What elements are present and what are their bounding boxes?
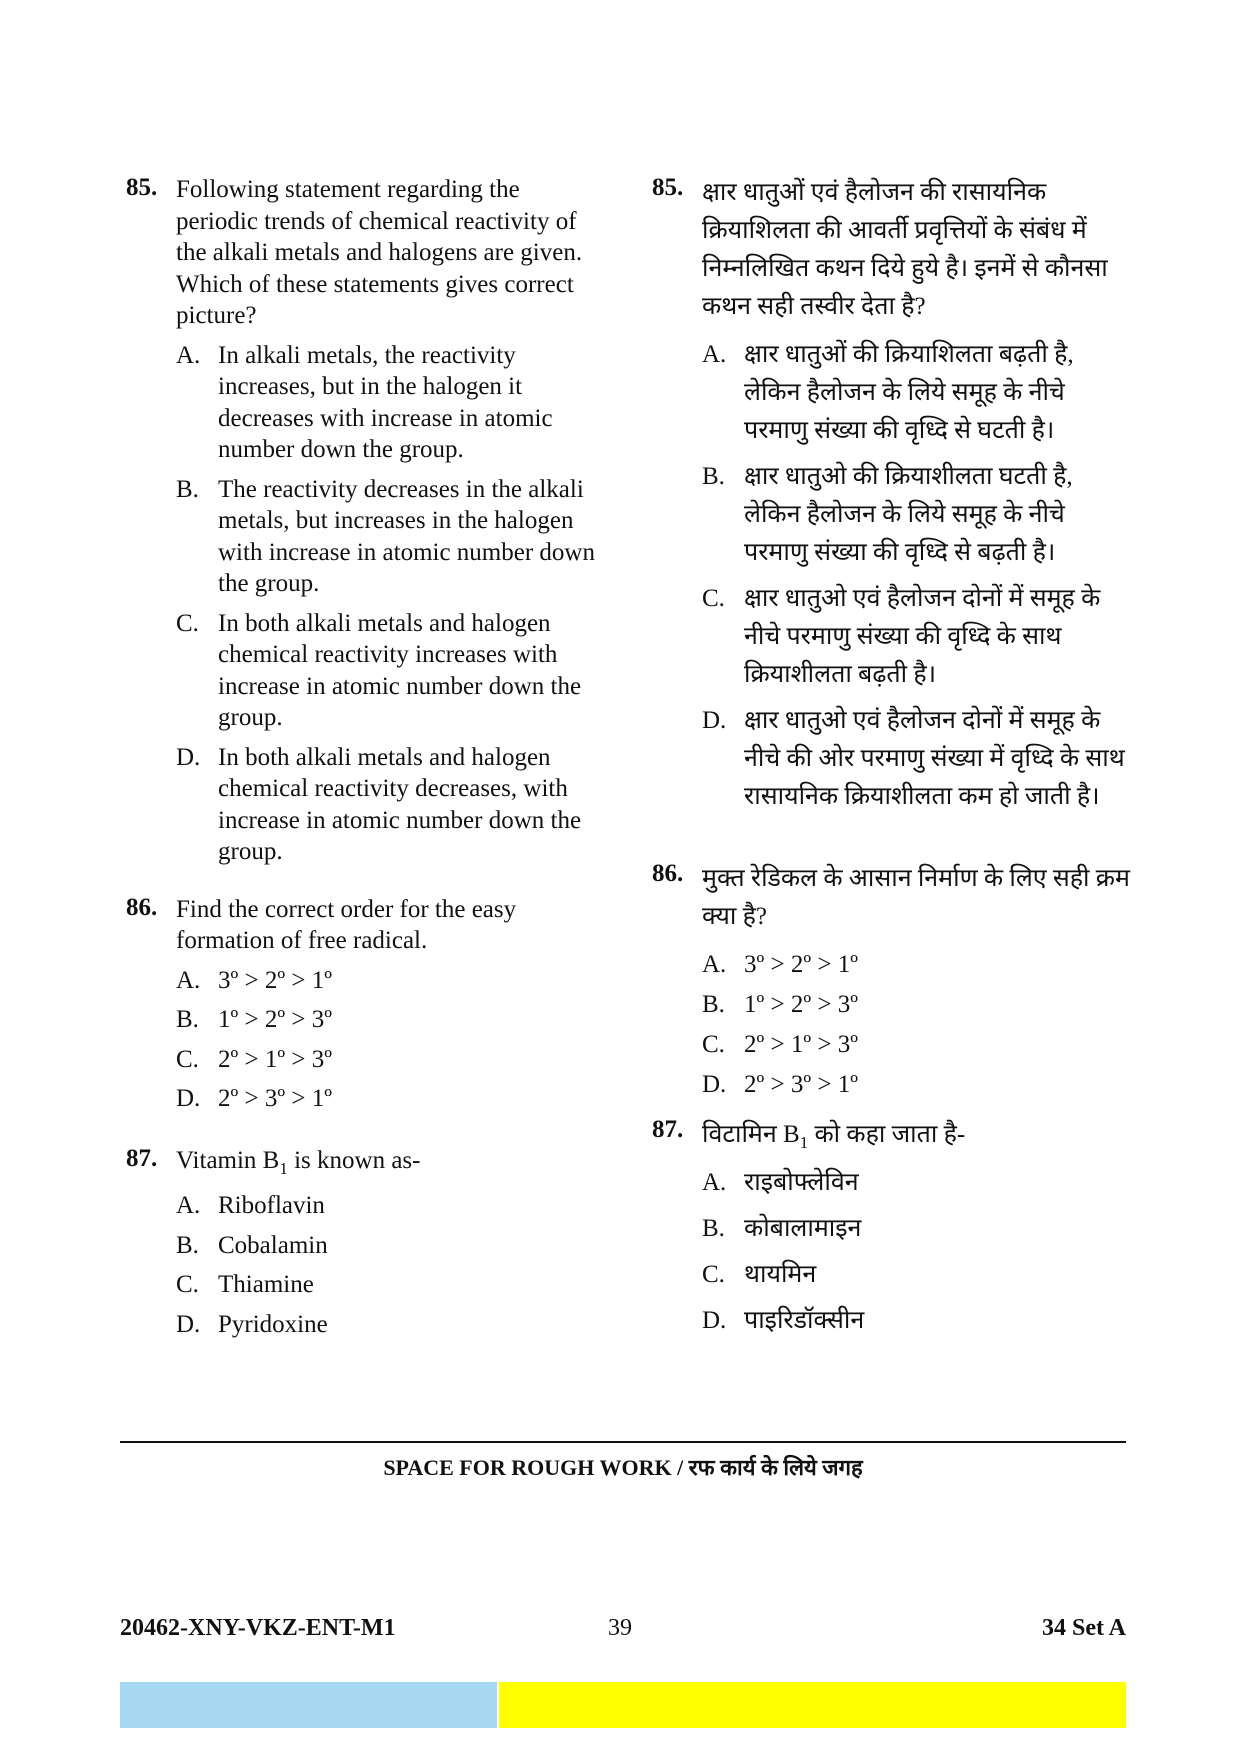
option-b <box>176 474 606 600</box>
subscript: 1 <box>279 1158 288 1178</box>
option-text: In both alkali metals and halogen chemical reactivity increases with increase in atomic number down the group. <box>218 609 582 731</box>
option-label: A. <box>702 1169 727 1196</box>
option-label: D. <box>702 1071 727 1098</box>
question-text-part: को कहा जाता है- <box>808 1121 966 1148</box>
question-number: 86. <box>126 893 158 921</box>
question-text <box>176 1145 606 1177</box>
option-label: B. <box>702 1215 725 1242</box>
option-d <box>176 1309 606 1341</box>
option-a <box>702 946 1132 984</box>
option-label: B. <box>176 1006 199 1033</box>
option-a <box>702 336 1132 450</box>
option-c <box>702 1026 1132 1064</box>
option-label: C. <box>702 1031 725 1058</box>
option-text: 1º > 2º > 3º <box>744 991 858 1018</box>
question-87-en <box>126 1145 606 1341</box>
options-list <box>176 1190 606 1340</box>
option-text: 3º > 2º > 1º <box>218 966 332 994</box>
option-label: B. <box>702 463 725 490</box>
rough-work-heading: SPACE FOR ROUGH WORK / रफ कार्य के लिये जगह <box>383 1455 863 1480</box>
option-c <box>176 608 606 734</box>
question-text: Find the correct order for the easy formation of free radical. <box>176 895 517 954</box>
option-label: C. <box>702 585 725 612</box>
option-label: A. <box>176 341 201 369</box>
option-label: A. <box>176 966 201 994</box>
question-number: 85. <box>126 174 158 201</box>
option-a <box>702 1164 1132 1202</box>
option-text: 1º > 2º > 3º <box>218 1006 332 1033</box>
question-number: 87. <box>126 1144 158 1172</box>
option-text: 2º > 3º > 1º <box>218 1085 332 1112</box>
option-c <box>702 580 1132 694</box>
english-column <box>126 174 606 1340</box>
option-b <box>702 1210 1132 1248</box>
rough-work-divider <box>120 1441 1126 1443</box>
option-text: क्षार धातुओ एवं हैलोजन दोनों में समूह के नीचे परमाणु संख्या की वृध्दि के साथ क्रियाशीलता बढ़ती है। <box>744 585 1101 688</box>
option-b <box>176 1230 606 1262</box>
option-label: C. <box>176 1271 199 1298</box>
question-text: Following statement regarding the periodic trends of chemical reactivity of the alkali metals and halogens are given. Which of these statements gives correct picture? <box>176 176 583 329</box>
option-text: 2º > 1º > 3º <box>744 1031 858 1058</box>
option-label: D. <box>176 1310 201 1338</box>
option-a <box>176 340 606 466</box>
option-label: C. <box>176 609 199 637</box>
option-a <box>176 965 606 997</box>
option-label: B. <box>176 475 199 503</box>
option-text: थायमिन <box>744 1261 817 1288</box>
question-text <box>702 1116 1132 1154</box>
option-text: क्षार धातुओ की क्रियाशीलता घटती है, लेकिन हैलोजन के लिये समूह के नीचे परमाणु संख्या की वृध्दि से बढ़ती है। <box>744 463 1073 566</box>
option-text: कोबालामाइन <box>744 1215 862 1242</box>
option-label: D. <box>702 707 727 734</box>
option-text: Riboflavin <box>218 1192 325 1219</box>
option-label: C. <box>176 1045 199 1073</box>
option-b <box>702 458 1132 572</box>
options-list <box>702 336 1132 816</box>
subscript: 1 <box>799 1133 809 1152</box>
option-c <box>702 1256 1132 1294</box>
option-label: C. <box>702 1261 725 1288</box>
color-band-blue <box>120 1682 497 1728</box>
question-text-part: is known as- <box>287 1146 421 1174</box>
question-85-hi <box>652 174 1132 816</box>
option-text: Thiamine <box>218 1271 314 1298</box>
option-label: A. <box>176 1192 201 1219</box>
option-label: A. <box>702 951 727 978</box>
option-text: पाइरिडॉक्सीन <box>744 1307 865 1334</box>
option-label: D. <box>176 1085 201 1112</box>
option-b <box>702 986 1132 1024</box>
option-c <box>176 1044 606 1076</box>
option-text: Pyridoxine <box>218 1310 328 1338</box>
option-label: A. <box>702 341 727 368</box>
question-number: 86. <box>652 860 684 887</box>
color-band-yellow <box>499 1682 1126 1728</box>
question-text-part: विटामिन B <box>702 1121 800 1148</box>
question-number: 85. <box>652 174 684 201</box>
option-d <box>176 742 606 868</box>
question-number: 87. <box>652 1116 684 1143</box>
question-86-hi <box>652 860 1132 1104</box>
option-text: क्षार धातुओ एवं हैलोजन दोनों में समूह के नीचे की ओर परमाणु संख्या में वृध्दि के साथ रासायनिक क्रियाशीलता कम हो जाती है। <box>744 707 1125 810</box>
option-text: क्षार धातुओं की क्रियाशिलता बढ़ती है, लेकिन हैलोजन के लिये समूह के नीचे परमाणु संख्या की वृध्दि से घटती है। <box>744 341 1074 444</box>
question-text: क्षार धातुओं एवं हैलोजन की रासायनिक क्रियाशिलता की आवर्ती प्रवृत्तियों के संबंध में निम्नलिखित कथन दिये हुये है। इनमें से कौनसा कथन सही तस्वीर देता है? <box>702 179 1108 320</box>
options-list <box>702 946 1132 1104</box>
option-d <box>702 1302 1132 1340</box>
option-text: In alkali metals, the reactivity increases, but in the halogen it decreases with increase in atomic number down the group. <box>218 341 553 463</box>
option-b <box>176 1004 606 1036</box>
question-text-part: Vitamin B <box>176 1146 280 1174</box>
set-label: 34 Set A <box>1042 1615 1126 1641</box>
option-a <box>176 1190 606 1222</box>
option-d <box>702 1066 1132 1104</box>
question-87-hi <box>652 1116 1132 1340</box>
option-d <box>176 1083 606 1115</box>
option-c <box>176 1269 606 1301</box>
option-label: B. <box>176 1231 199 1259</box>
option-text: Cobalamin <box>218 1231 328 1259</box>
option-text: 2º > 1º > 3º <box>218 1045 332 1073</box>
option-text: In both alkali metals and halogen chemical reactivity decreases, with increase in atomic number down the group. <box>218 743 582 865</box>
question-text: मुक्त रेडिकल के आसान निर्माण के लिए सही क्रम क्या है? <box>702 865 1130 930</box>
page-number: 39 <box>608 1615 632 1641</box>
options-list <box>702 1164 1132 1340</box>
hindi-column <box>652 174 1132 1340</box>
options-list <box>176 340 606 868</box>
option-text: 3º > 2º > 1º <box>744 951 858 978</box>
paper-code: 20462-XNY-VKZ-ENT-M1 <box>120 1615 396 1641</box>
option-label: D. <box>702 1307 727 1334</box>
option-text: 2º > 3º > 1º <box>744 1071 858 1098</box>
option-d <box>702 702 1132 816</box>
option-text: राइबोफ्लेविन <box>744 1169 859 1196</box>
option-label: B. <box>702 991 725 1018</box>
question-86-en <box>126 894 606 1115</box>
question-85-en <box>126 174 606 868</box>
option-label: D. <box>176 743 201 771</box>
options-list <box>176 965 606 1115</box>
option-text: The reactivity decreases in the alkali metals, but increases in the halogen with increase in atomic number down the group. <box>218 475 595 597</box>
